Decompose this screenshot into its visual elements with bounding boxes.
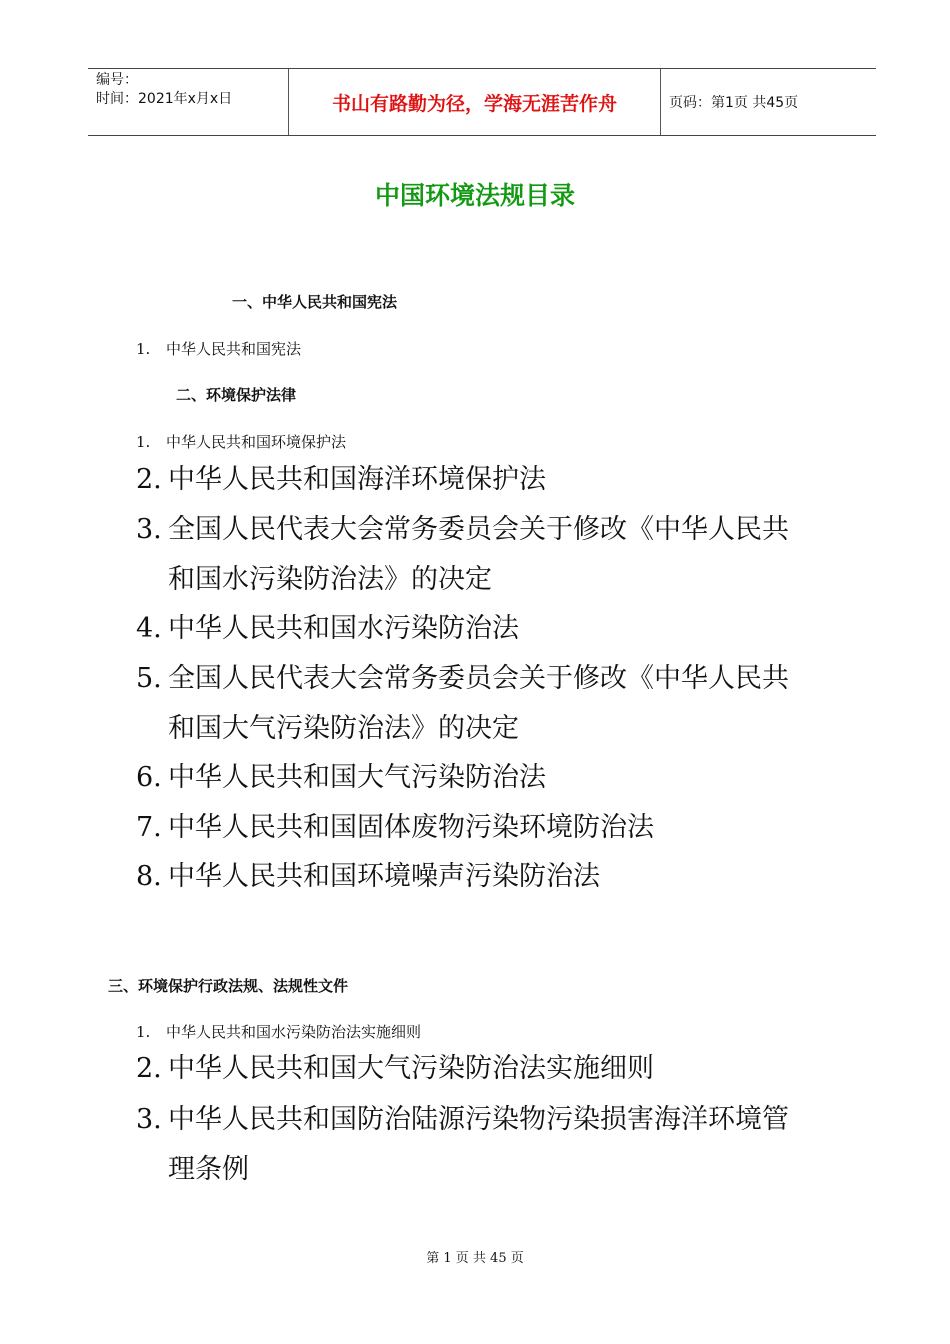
- item-number: 4.: [136, 613, 162, 644]
- list-item: [136, 1095, 789, 1195]
- item-number: 1.: [136, 433, 151, 451]
- list-item: [136, 604, 519, 654]
- header-meta: [88, 69, 288, 135]
- item-number: 8.: [136, 861, 162, 892]
- header-motto: 书山有路勤为径，学海无涯苦作舟: [288, 69, 661, 135]
- item-number: 5.: [136, 663, 162, 694]
- list-item: [136, 803, 654, 853]
- document-title: 中国环境法规目录: [374, 181, 575, 210]
- item-number: 3.: [136, 1104, 162, 1135]
- section-heading-laws: 二、环境保护法律: [176, 386, 297, 404]
- item-number: 6.: [136, 762, 162, 793]
- section-heading-constitution: 一、中华人民共和国宪法: [232, 293, 398, 311]
- item-text: 全国人民代表大会常务委员会关于修改《中华人民共: [168, 514, 789, 545]
- header-page-info: 页码：第1页 共45页: [669, 95, 799, 111]
- item-number: 2.: [136, 464, 162, 495]
- item-text: 中华人民共和国大气污染防治法实施细则: [168, 1053, 654, 1084]
- list-item: [136, 338, 301, 359]
- item-text: 中华人民共和国防治陆源污染物污染损害海洋环境管: [168, 1104, 789, 1135]
- list-item: [136, 753, 546, 803]
- time-label: 时间：2021年x月x日: [96, 91, 233, 107]
- list-item: [136, 654, 789, 754]
- list-item: [136, 852, 600, 902]
- list-item: [136, 1021, 421, 1042]
- item-number: 7.: [136, 812, 162, 843]
- item-text: 中华人民共和国水污染防治法: [168, 613, 519, 644]
- list-item: [136, 431, 346, 452]
- item-text: 中华人民共和国环境噪声污染防治法: [168, 861, 600, 892]
- list-item: [136, 1044, 654, 1094]
- section-heading-regulations: 三、环境保护行政法规、法规性文件: [108, 977, 349, 995]
- list-item: [136, 455, 546, 505]
- item-text: 中华人民共和国宪法: [166, 340, 302, 358]
- item-text: 中华人民共和国环境保护法: [166, 433, 347, 451]
- item-text: 中华人民共和国大气污染防治法: [168, 762, 546, 793]
- item-number: 1.: [136, 1023, 151, 1041]
- item-text-continued: 和国水污染防治法》的决定: [168, 564, 492, 595]
- serial-label: 编号：: [96, 72, 138, 88]
- item-text: 中华人民共和国水污染防治法实施细则: [166, 1023, 422, 1041]
- item-number: 2.: [136, 1053, 162, 1084]
- item-text-continued: 理条例: [168, 1154, 249, 1185]
- item-text: 全国人民代表大会常务委员会关于修改《中华人民共: [168, 663, 789, 694]
- header-table: [88, 68, 876, 136]
- item-number: 1.: [136, 340, 151, 358]
- item-number: 3.: [136, 514, 162, 545]
- item-text: 中华人民共和国固体废物污染环境防治法: [168, 812, 654, 843]
- item-text-continued: 和国大气污染防治法》的决定: [168, 713, 519, 744]
- list-item: [136, 505, 789, 605]
- item-text: 中华人民共和国海洋环境保护法: [168, 464, 546, 495]
- page-footer: 第 1 页 共 45 页: [426, 1251, 524, 1266]
